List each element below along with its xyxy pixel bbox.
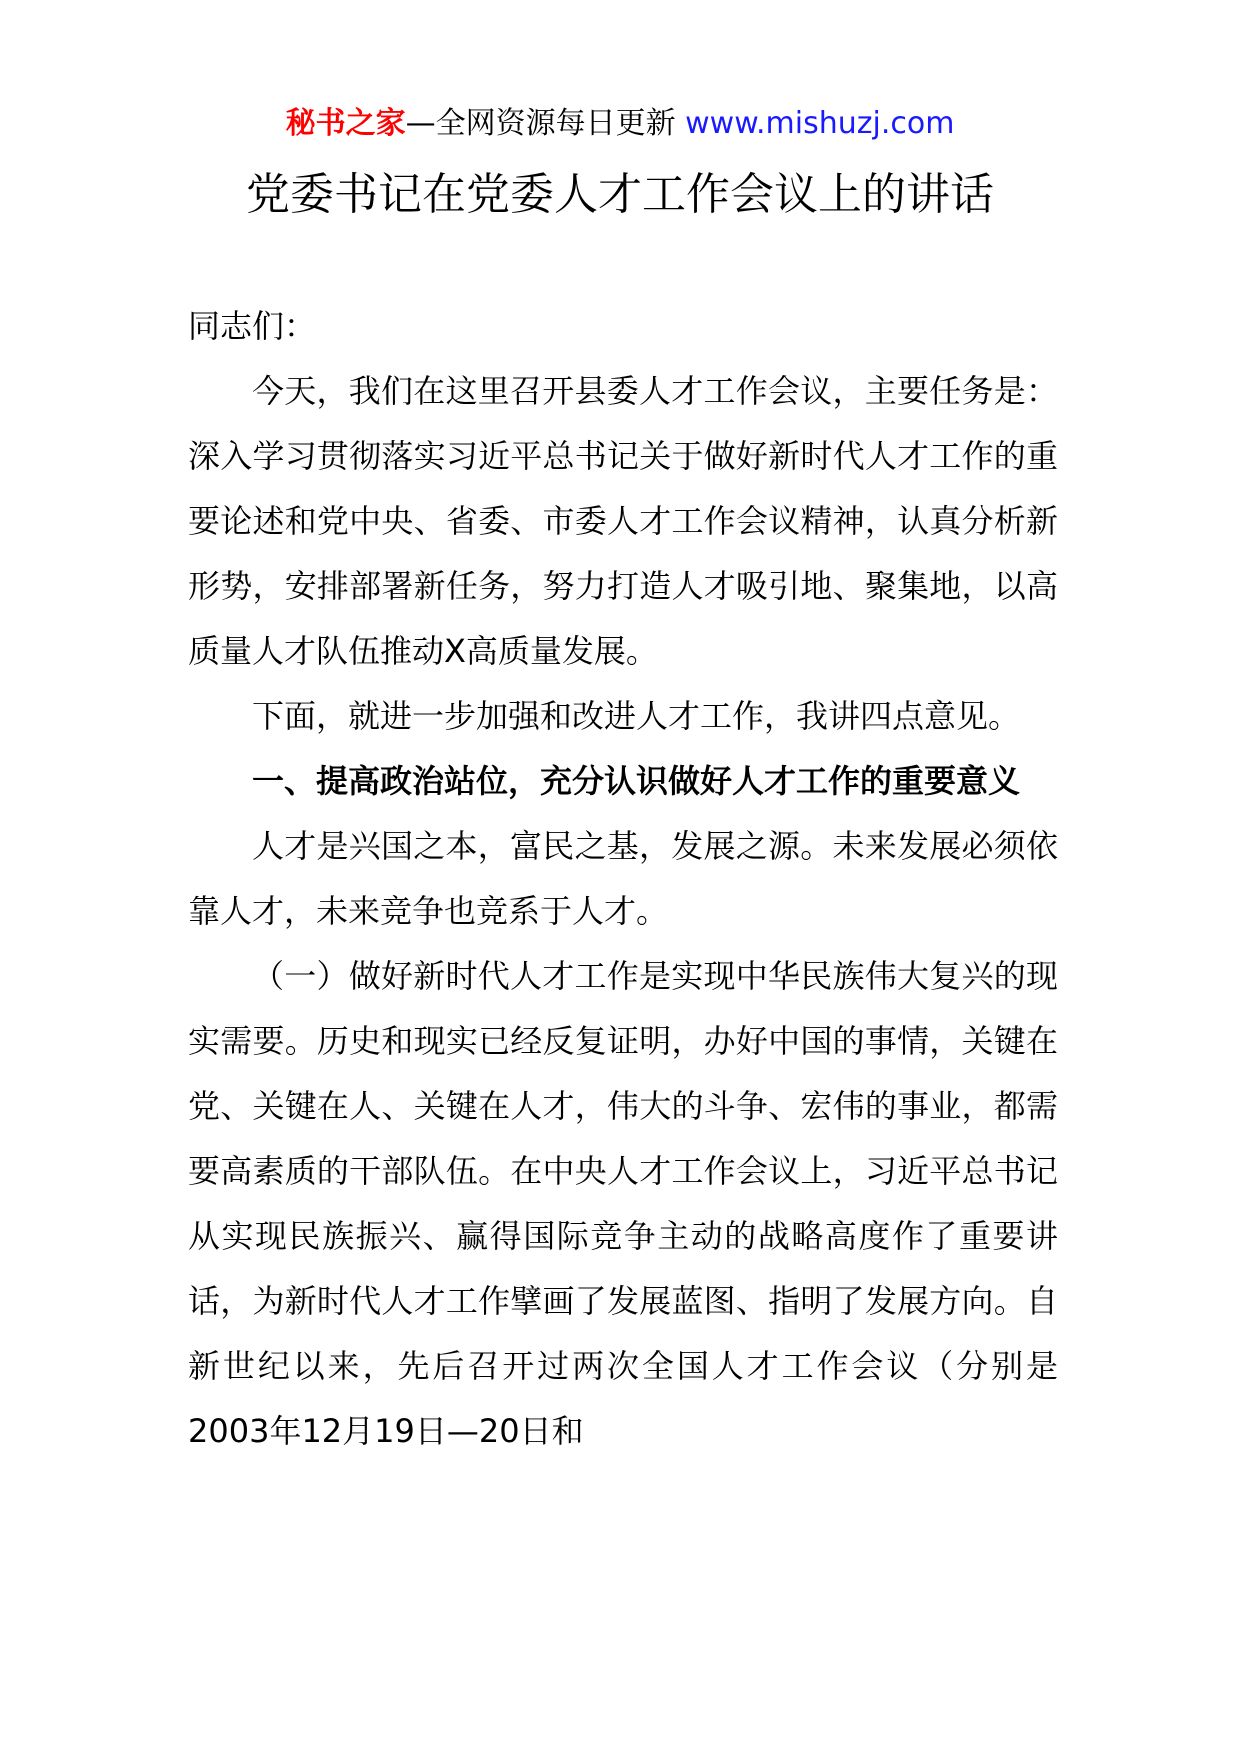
- site-header: [0, 104, 1240, 144]
- site-url[interactable]: www.mishuzj.com: [685, 106, 955, 141]
- document-title: 党委书记在党委人才工作会议上的讲话: [246, 169, 994, 220]
- paragraph-outline: 下面，就进一步加强和改进人才工作，我讲四点意见。: [252, 697, 1021, 735]
- document-body: [188, 294, 1058, 1464]
- header-tagline: —全网资源每日更新: [405, 106, 686, 141]
- paragraph-talent-importance: 人才是兴国之本，富民之基，发展之源。未来发展必须依靠人才，未来竞争也竞系于人才。: [188, 827, 1058, 930]
- paragraph-subsection-1: （一）做好新时代人才工作是实现中华民族伟大复兴的现实需要。历史和现实已经反复证明，办好中国的事情，关键在党、关键在人、关键在人才，伟大的斗争、宏伟的事业，都需要高素质的干部队伍。在中央人才工作会议上，习近平总书记从实现民族振兴、赢得国际竞争主动的战略高度作了重要讲话，为新时代人才工作擘画了发展蓝图、指明了发展方向。自新世纪以来，先后召开过两次全国人才工作会议（分别是2003年12月19日—20日和: [188, 957, 1058, 1450]
- section-heading-1: 一、提高政治站位，充分认识做好人才工作的重要意义: [252, 762, 1021, 800]
- brand-name: 秘书之家: [285, 106, 406, 141]
- salutation: 同志们：: [188, 307, 317, 345]
- paragraph-intro: 今天，我们在这里召开县委人才工作会议，主要任务是：深入学习贯彻落实习近平总书记关于做好新时代人才工作的重要论述和党中央、省委、市委人才工作会议精神，认真分析新形势，安排部署新任务，努力打造人才吸引地、聚集地，以高质量人才队伍推动X高质量发展。: [188, 372, 1058, 670]
